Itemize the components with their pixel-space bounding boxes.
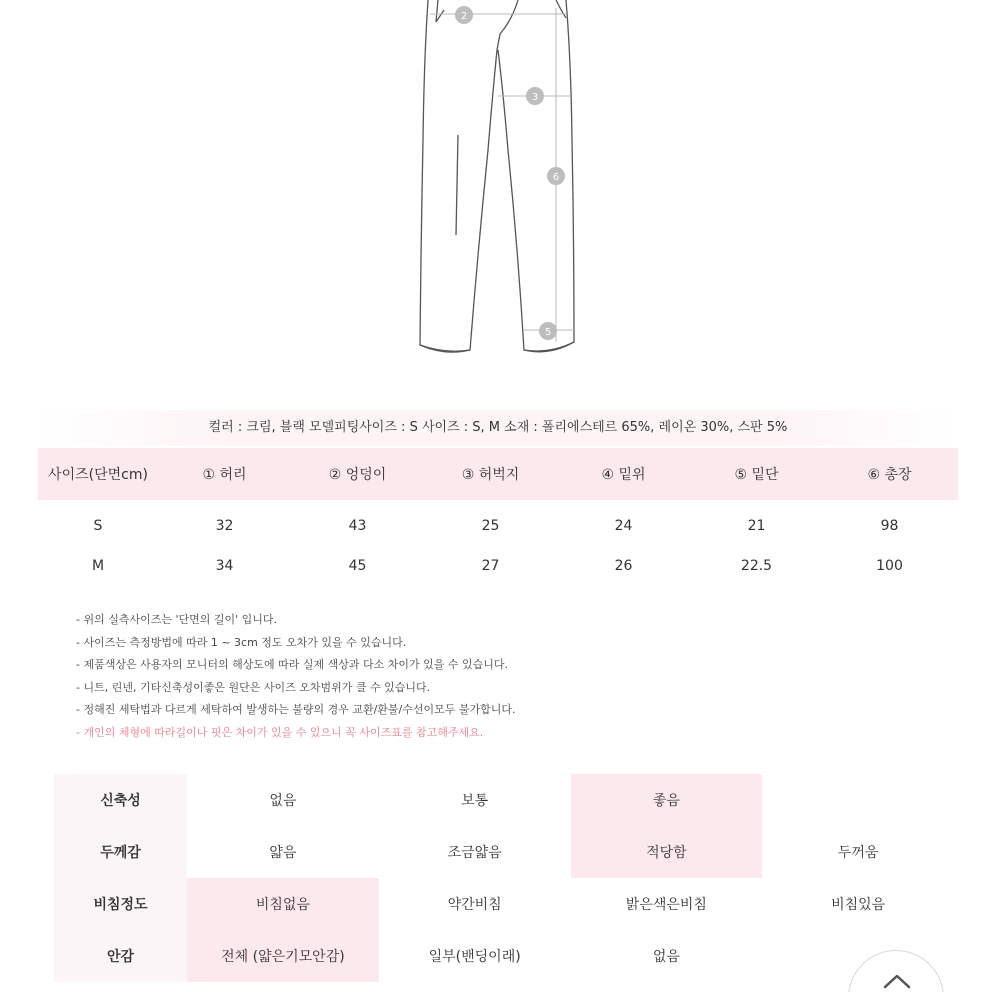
feature-row-stretch [54,774,954,826]
note-item: - 사이즈는 측정방법에 따라 1 ~ 3cm 정도 오차가 있을 수 있습니다. [76,635,407,649]
chevron-up-icon [883,973,911,989]
row-size: S [93,518,103,534]
feature-row-sheerness [54,878,954,930]
feature-option-selected: 비침없음 [187,878,379,930]
feature-option-selected: 적당함 [571,826,763,878]
marker-6: 6 [552,172,560,183]
marker-3: 3 [531,92,539,103]
cell-length: 100 [876,558,903,574]
feature-option: 밝은색은비침 [625,897,707,913]
pants-illustration [0,0,992,360]
note-item-highlight: - 개인의 체형에 따라길이나 핏은 차이가 있을 수 있으니 꼭 사이즈표를 참고해주세요. [76,725,484,739]
feature-option: 없음 [652,949,680,965]
header-rise: ④ 밑위 [601,467,646,483]
cell-hip: 43 [348,518,367,534]
cell-thigh: 27 [481,558,500,574]
feature-option: 두꺼움 [837,845,879,861]
feature-option: 조금얇음 [447,845,502,861]
cell-waist: 34 [215,558,234,574]
pants-drawing [0,0,992,360]
cell-rise: 24 [614,518,633,534]
table-row [38,506,958,546]
note-item: - 정해진 세탁법과 다르게 세탁하여 발생하는 불량의 경우 교환/환불/수선이모두 불가합니다. [76,703,516,716]
feature-option [762,774,954,826]
note-item: - 위의 실측사이즈는 '단면의 길이' 입니다. [76,613,278,626]
feature-row-thickness [54,826,954,878]
feature-option-selected: 좋음 [571,774,763,826]
marker-5: 5 [544,327,552,338]
header-thigh: ③ 허벅지 [461,467,520,483]
feature-label: 안감 [54,930,187,982]
feature-label: 신축성 [54,774,187,826]
feature-table [54,774,954,982]
marker-2: 2 [460,11,468,22]
size-notes [76,609,776,744]
feature-label: 두께감 [54,826,187,878]
cell-hem: 22.5 [740,558,773,574]
header-hem: ⑤ 밑단 [734,467,779,483]
size-table-header [38,448,958,500]
cell-hip: 45 [348,558,367,574]
cell-waist: 32 [215,518,234,534]
header-length: ⑥ 총장 [867,467,912,483]
size-table [38,448,958,586]
cell-rise: 26 [614,558,633,574]
feature-option: 보통 [461,793,489,809]
feature-option: 비침있음 [831,897,886,913]
product-info-line [38,410,958,446]
row-size: M [91,558,105,574]
feature-option: 약간비침 [447,897,502,913]
info-text: 컬러 : 크림, 블랙 모델피팅사이즈 : S 사이즈 : S, M 소재 : 폴리에스테르 65%, 레이온 30%, 스판 5% [208,420,788,435]
feature-option-selected: 전체 (얇은기모안감) [187,930,379,982]
feature-option: 얇음 [269,845,297,861]
note-item: - 니트, 린넨, 기타신축성이좋은 원단은 사이즈 오차범위가 클 수 있습니다. [76,680,431,694]
note-item: - 제품색상은 사용자의 모니터의 해상도에 따라 실제 색상과 다소 차이가 있을 수 있습니다. [76,658,508,671]
header-hip: ② 엉덩이 [328,467,387,483]
cell-length: 98 [880,518,899,534]
feature-option: 일부(밴딩이래) [428,949,521,965]
header-waist: ① 허리 [202,467,247,483]
header-size-label: 사이즈(단면cm) [48,467,148,483]
cell-hem: 21 [747,518,766,534]
feature-row-lining [54,930,954,982]
table-row [38,546,958,586]
feature-option: 없음 [269,793,297,809]
cell-thigh: 25 [481,518,500,534]
feature-label: 비침정도 [54,878,187,930]
